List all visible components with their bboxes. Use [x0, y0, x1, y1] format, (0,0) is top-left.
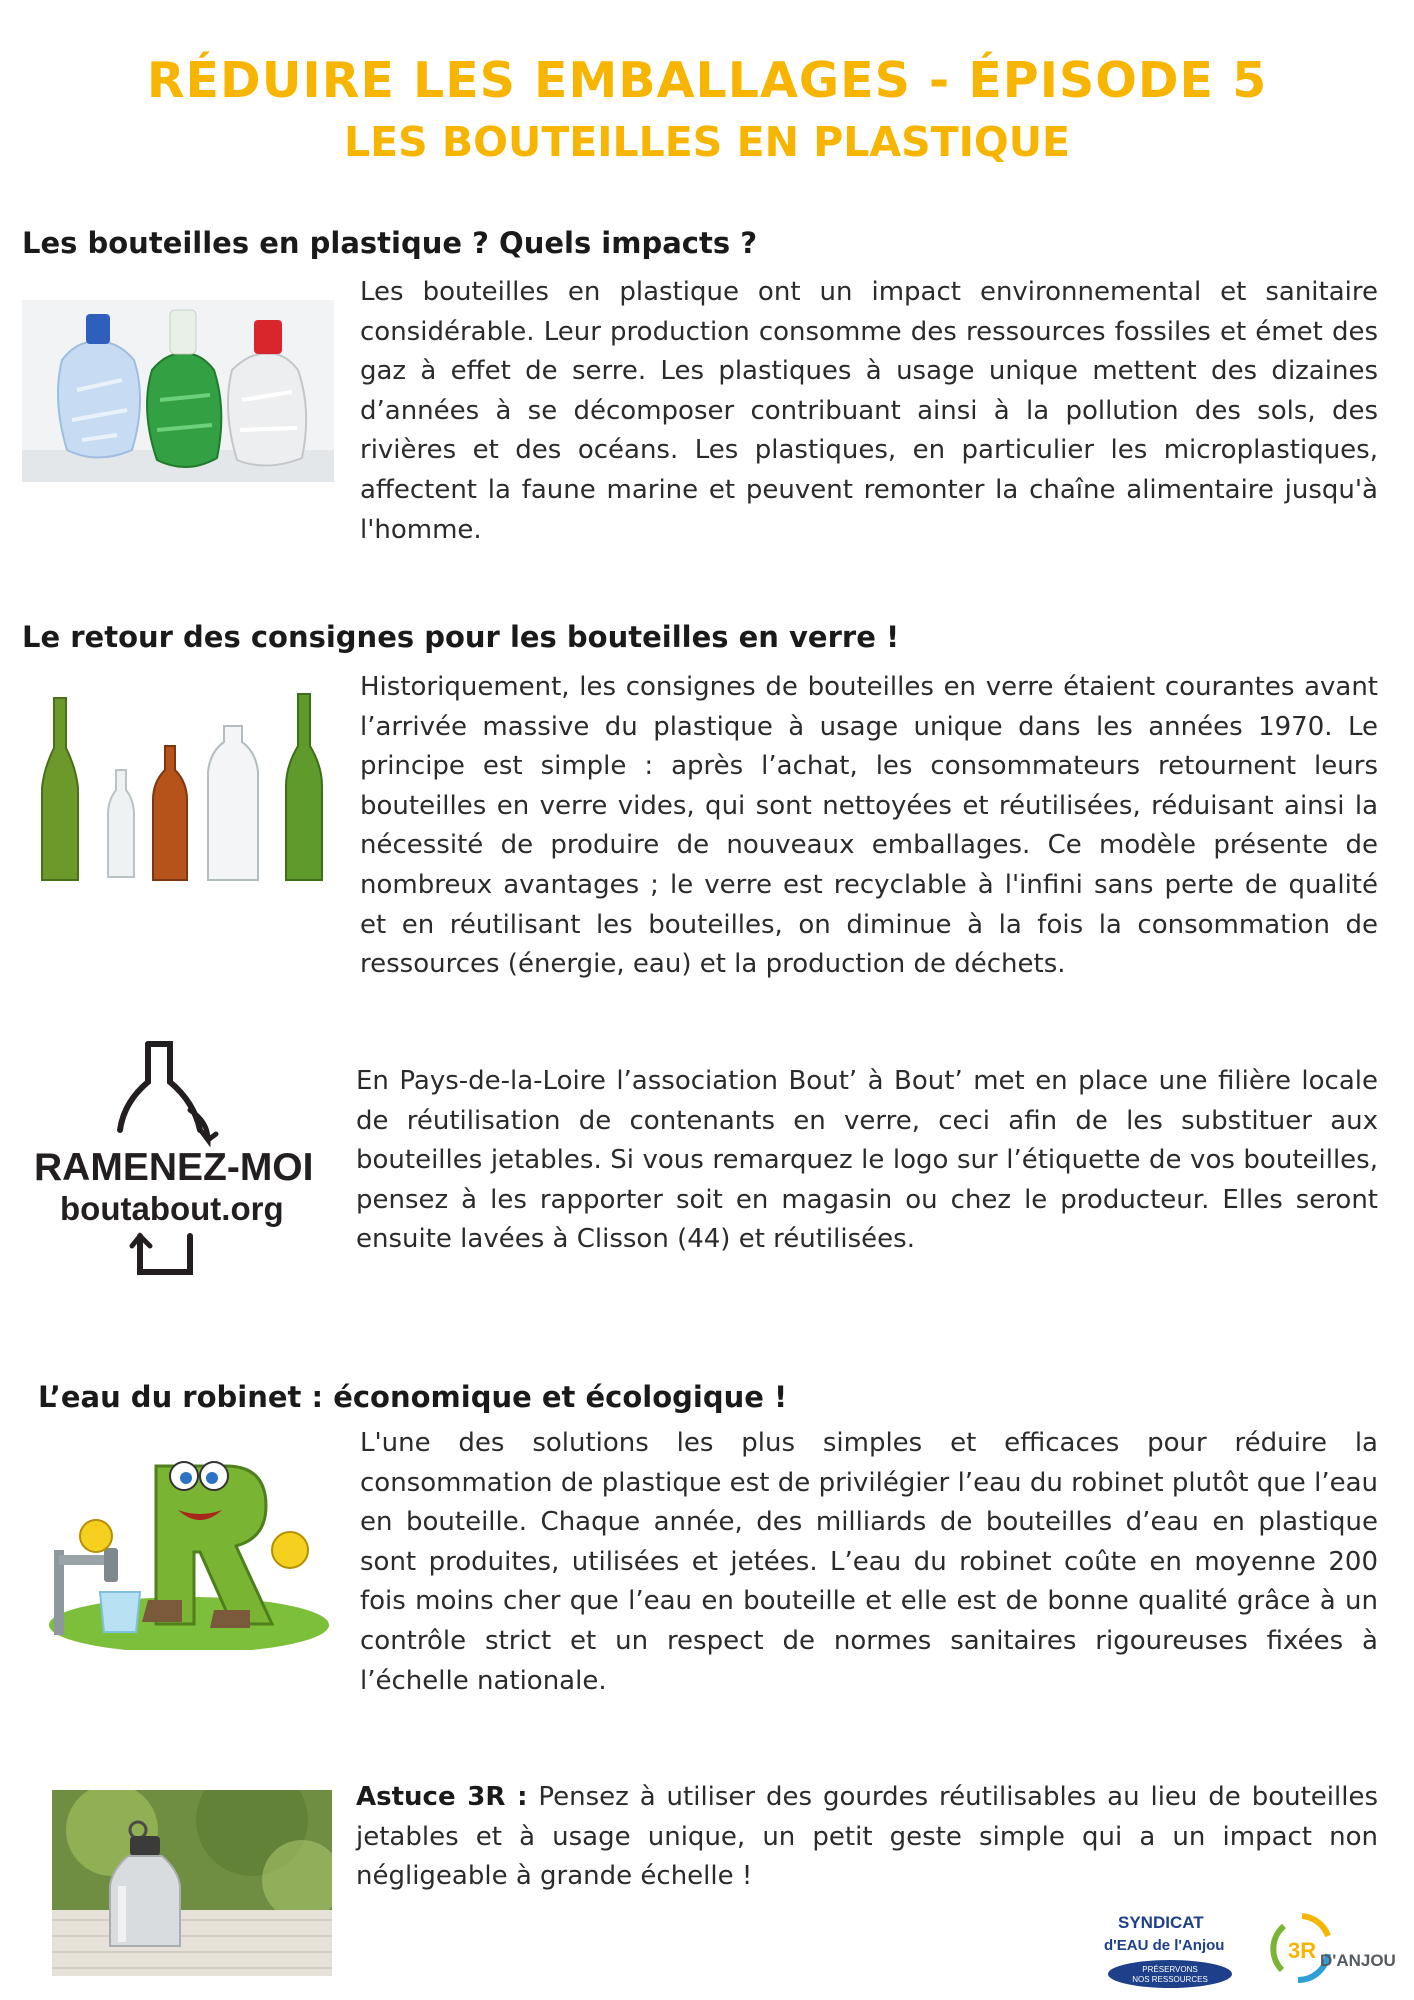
3r-name: D'ANJOU: [1320, 1951, 1396, 1970]
section-heading-robinet: L’eau du robinet : économique et écologique !: [38, 1380, 788, 1414]
boutabout-url: boutabout.org: [60, 1190, 284, 1227]
syndicat-tagline2: NOS RESSOURCES: [1132, 1975, 1208, 1984]
plastic-bottles-image: [22, 300, 334, 482]
page-title: RÉDUIRE LES EMBALLAGES - ÉPISODE 5: [146, 52, 1268, 109]
paragraph-boutabout: En Pays-de-la-Loire l’association Bout’ à Bout’ met en place une filière locale de réutilisation de contenants en verre, ceci afin de les substituer aux bouteilles jetables. Si vous remarquez le logo sur l’étiquette de vos bouteilles, pensez à les rapporter soit en magasin ou chez le producteur. Elles seront ensuite lavées à Clisson (44) et réutilisées.: [356, 1066, 1378, 1255]
syndicat-eau-anjou-logo: [1100, 1910, 1240, 1990]
3r-mark: 3R: [1288, 1938, 1317, 1963]
paragraph-impacts: Les bouteilles en plastique ont un impact environnemental et sanitaire considérable. Leur production consomme des ressources fossiles et émet des gaz à effet de serre. Les plastiques à usage unique mettent des dizaines d’années à se décomposer contribuant ainsi à la pollution des sols, des rivières et des océans. Les plastiques, en particulier les microplastiques, affectent la faune marine et peuvent remonter la chaîne alimentaire jusqu'à l'homme.: [360, 277, 1378, 545]
glass-bottles-image: [36, 690, 336, 890]
syndicat-line2: d'EAU de l'Anjou: [1104, 1937, 1225, 1954]
astuce-label: Astuce 3R :: [356, 1782, 528, 1812]
paragraph-robinet: L'une des solutions les plus simples et efficaces pour réduire la consommation de plastique est de privilégier l’eau du robinet plutôt que l’eau en bouteille. Chaque année, des milliards de bouteilles d’eau en plastique sont produites, utilisées et jetées. L’eau du robinet coûte en moyenne 200 fois moins cher que l’eau en bouteille et elle est de bonne qualité grâce à un contrôle strict et un respect de normes sanitaires rigoureuses fixées à l’échelle nationale.: [360, 1428, 1378, 1696]
page-subtitle: LES BOUTEILLES EN PLASTIQUE: [343, 118, 1071, 166]
syndicat-tagline1: PRÉSERVONS: [1142, 1965, 1198, 1974]
section-heading-impacts: Les bouteilles en plastique ? Quels impacts ?: [22, 226, 758, 260]
paragraph-consignes: Historiquement, les consignes de bouteilles en verre étaient courantes avant l’arrivée massive du plastique à usage unique dans les années 1970. Le principe est simple : après l’achat, les consommateurs retournent leurs bouteilles en verre vides, qui sont nettoyées et réutilisées, réduisant ainsi la nécessité de produire de nouveaux emballages. Ce modèle présente de nombreux avantages ; le verre est recyclable à l'infini sans perte de qualité et en réutilisant les bouteilles, on diminue à la fois la consommation de ressources (énergie, eau) et la production de déchets.: [360, 672, 1378, 980]
mascot-tap-water-image: [44, 1440, 334, 1650]
paragraph-astuce: [356, 1778, 1378, 1897]
section-heading-consignes: Le retour des consignes pour les bouteilles en verre !: [22, 620, 900, 654]
ramenez-moi-text: RAMENEZ-MOI: [34, 1146, 314, 1189]
syndicat-line1: SYNDICAT: [1118, 1913, 1204, 1932]
3r-anjou-logo: [1268, 1910, 1398, 1990]
ramenez-moi-logo: [30, 1040, 330, 1280]
astuce-text: Pensez à utiliser des gourdes réutilisables au lieu de bouteilles jetables et à usage unique, un petit geste simple qui a un impact non négligeable à grande échelle !: [356, 1782, 1378, 1892]
reusable-flask-image: [52, 1790, 332, 1976]
